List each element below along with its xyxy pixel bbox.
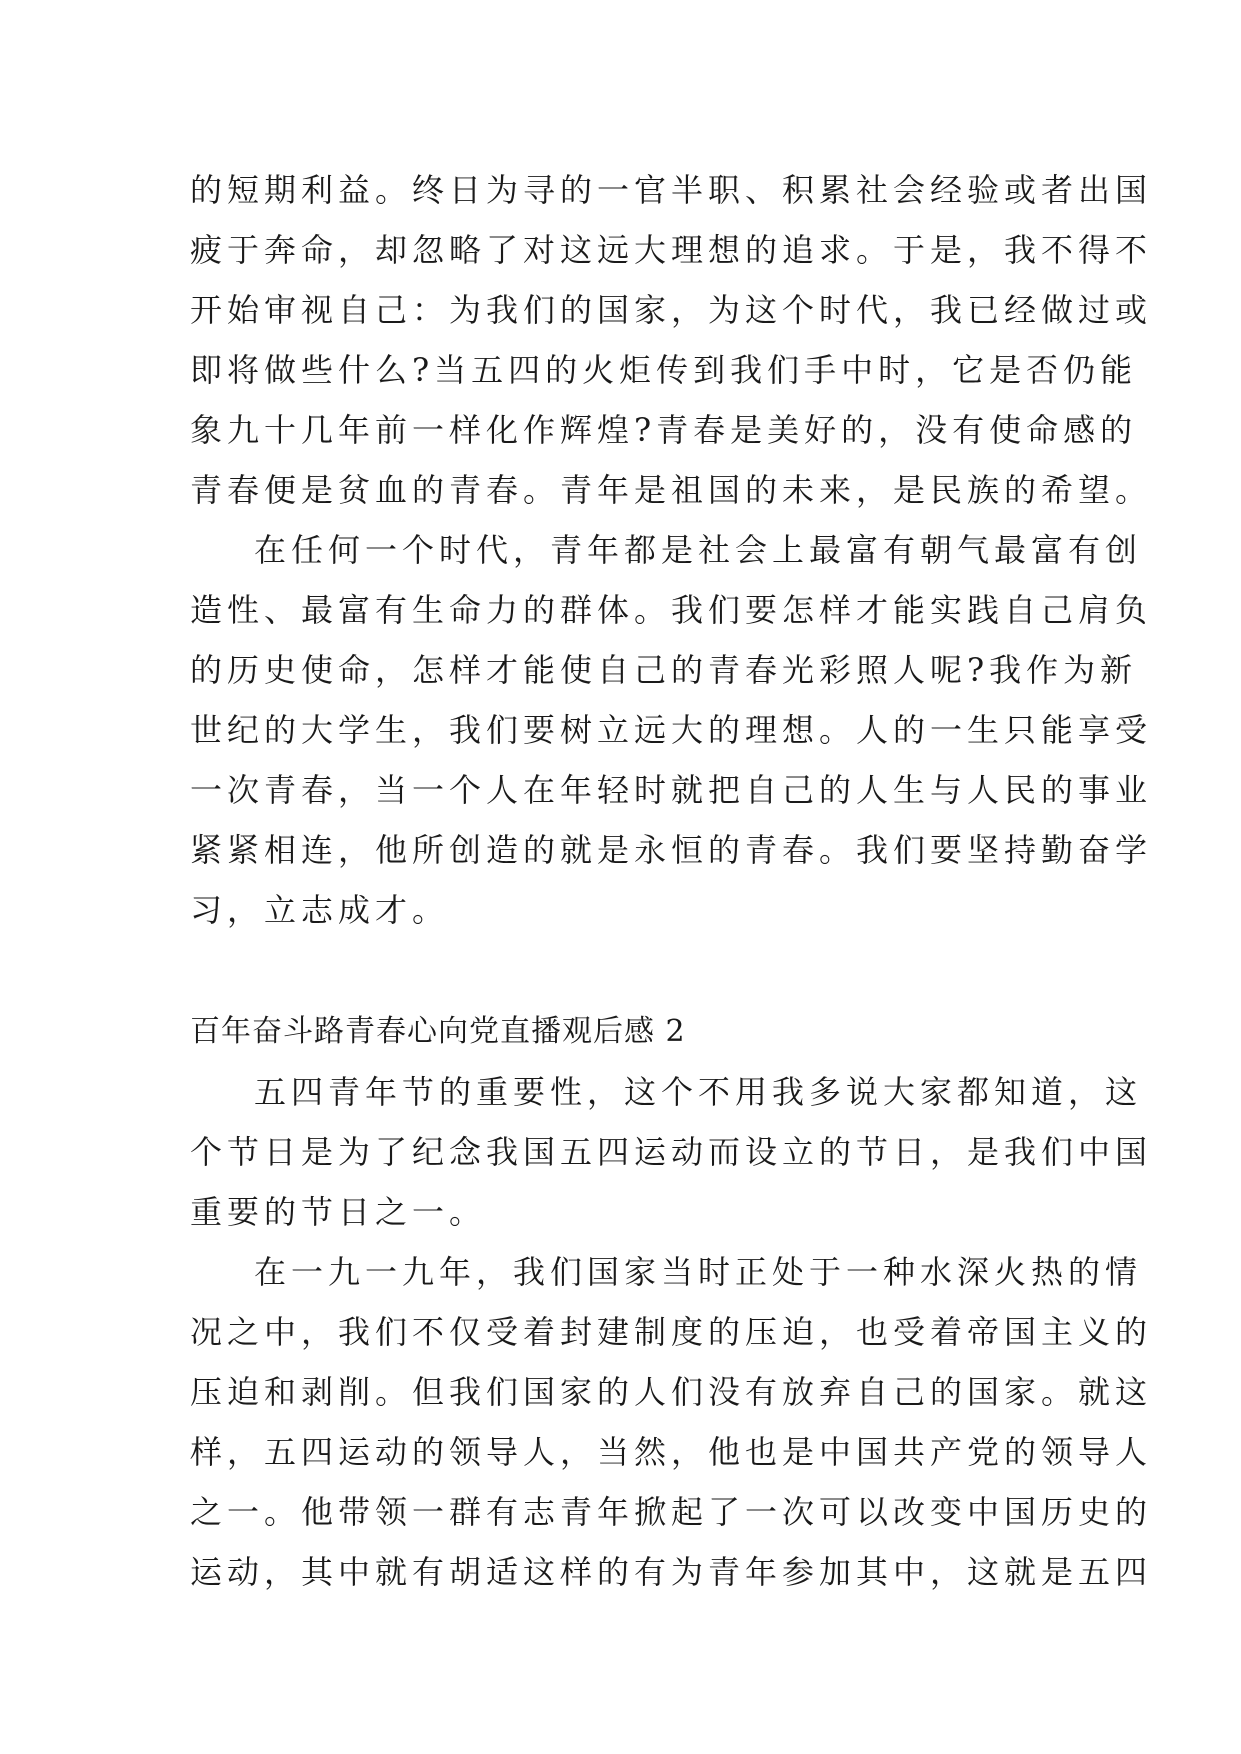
paragraph-line: 运动，其中就有胡适这样的有为青年参加其中，这就是五四: [190, 1553, 1153, 1591]
paragraph-line: 象九十几年前一样化作辉煌?青春是美好的，没有使命感的: [190, 411, 1138, 449]
paragraph-line: 五四青年节的重要性，这个不用我多说大家都知道，这: [254, 1073, 1143, 1111]
paragraph-line: 个节日是为了纪念我国五四运动而设立的节日，是我们中国: [190, 1133, 1153, 1171]
paragraph-line: 重要的节日之一。: [190, 1193, 487, 1231]
paragraph-line: 的短期利益。终日为寻的一官半职、积累社会经验或者出国: [190, 171, 1153, 209]
paragraph-line: 之一。他带领一群有志青年掀起了一次可以改变中国历史的: [190, 1493, 1153, 1531]
paragraph-line: 开始审视自己：为我们的国家，为这个时代，我已经做过或: [190, 291, 1153, 329]
paragraph-line: 世纪的大学生，我们要树立远大的理想。人的一生只能享受: [190, 711, 1153, 749]
paragraph-line: 疲于奔命，却忽略了对这远大理想的追求。于是，我不得不: [190, 231, 1153, 269]
paragraph-line: 压迫和剥削。但我们国家的人们没有放弃自己的国家。就这: [190, 1373, 1153, 1411]
section-heading: 百年奋斗路青春心向党直播观后感 2: [190, 1014, 686, 1049]
paragraph-line: 青春便是贫血的青春。青年是祖国的未来，是民族的希望。: [190, 471, 1153, 509]
paragraph-line: 即将做些什么?当五四的火炬传到我们手中时，它是否仍能: [190, 351, 1138, 389]
paragraph-line: 紧紧相连，他所创造的就是永恒的青春。我们要坚持勤奋学: [190, 831, 1153, 869]
paragraph-line: 在任何一个时代，青年都是社会上最富有朝气最富有创: [254, 531, 1143, 569]
paragraph-line: 在一九一九年，我们国家当时正处于一种水深火热的情: [254, 1253, 1143, 1291]
paragraph-line: 一次青春，当一个人在年轻时就把自己的人生与人民的事业: [190, 771, 1153, 809]
document-body: [190, 160, 1153, 1602]
paragraph-line: 习，立志成才。: [190, 891, 450, 929]
paragraph-line: 的历史使命，怎样才能使自己的青春光彩照人呢?我作为新: [190, 651, 1138, 689]
paragraph-line: 况之中，我们不仅受着封建制度的压迫，也受着帝国主义的: [190, 1313, 1153, 1351]
paragraph-line: 样，五四运动的领导人，当然，他也是中国共产党的领导人: [190, 1433, 1153, 1471]
paragraph-line: 造性、最富有生命力的群体。我们要怎样才能实践自己肩负: [190, 591, 1153, 629]
